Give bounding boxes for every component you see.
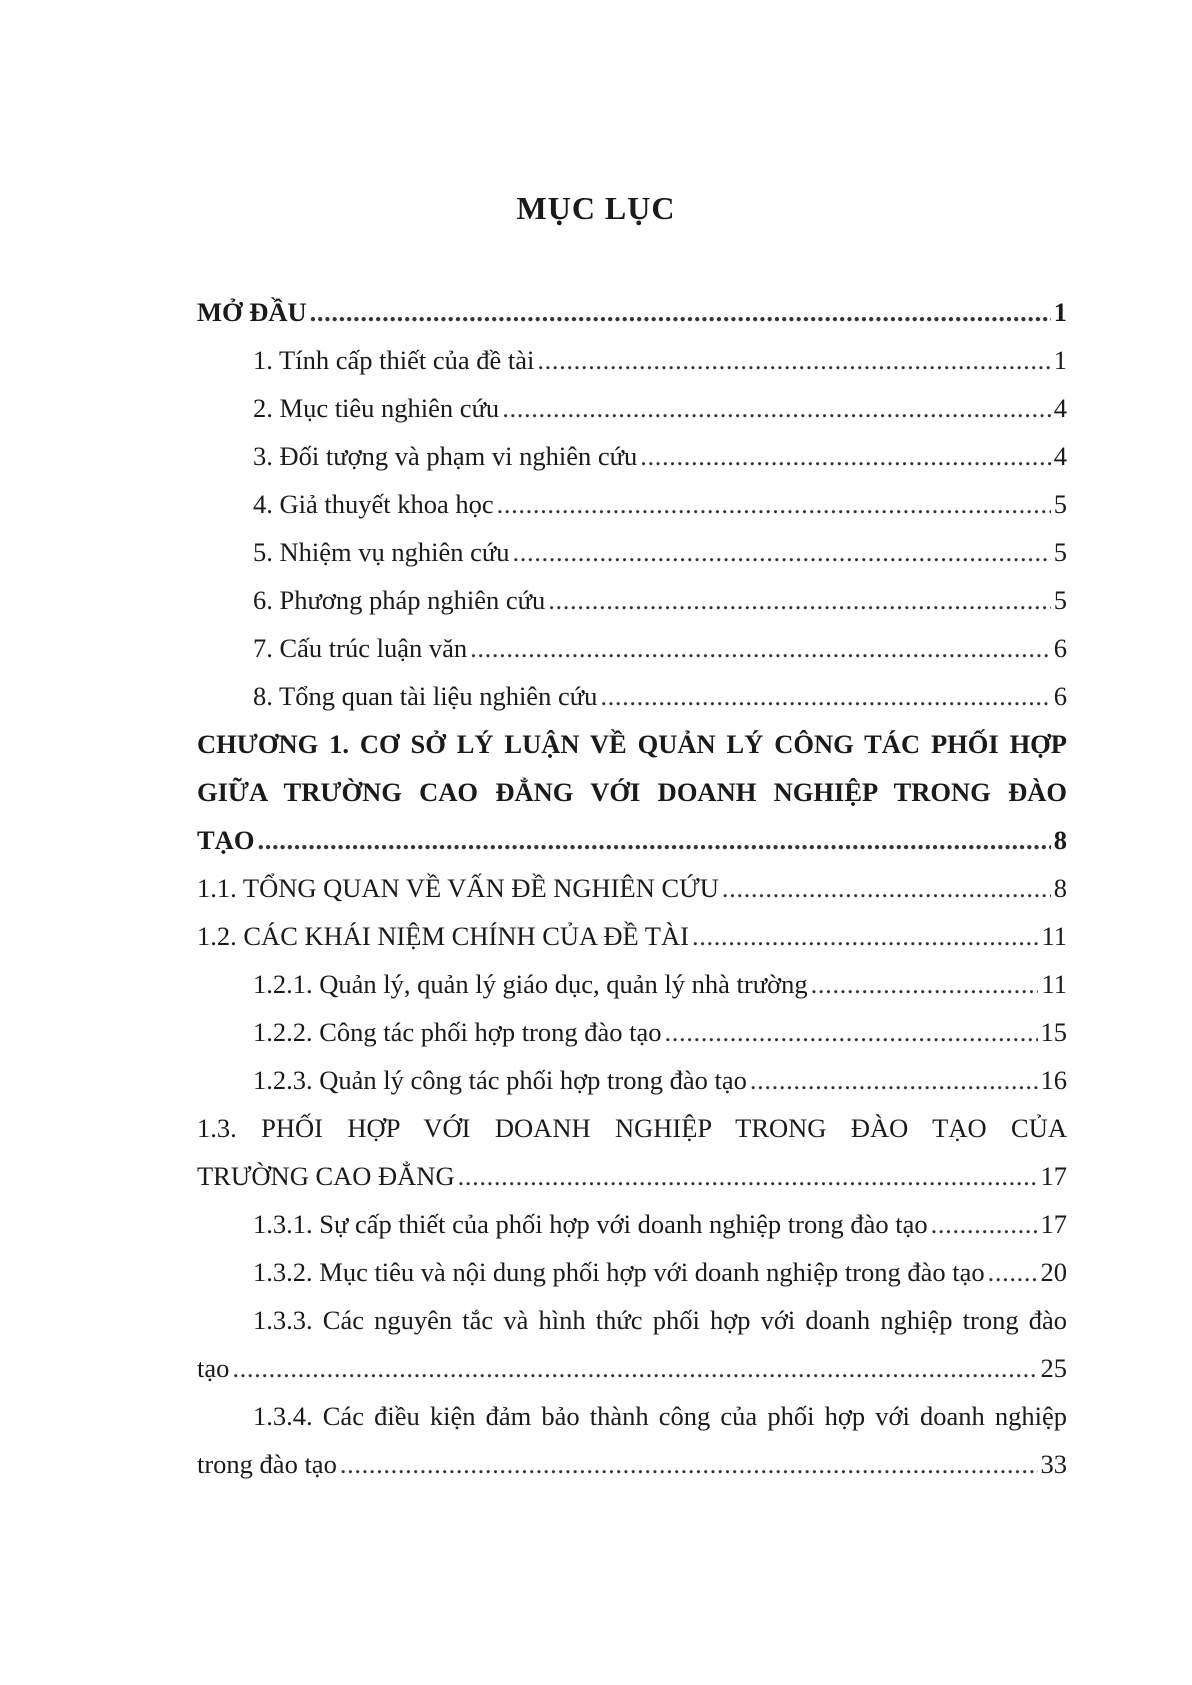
toc-entry-1-2[interactable] [197, 912, 1067, 960]
leader-dots [722, 864, 1051, 912]
entry-text: 1.2. CÁC KHÁI NIỆM CHÍNH CỦA ĐỀ TÀI [197, 921, 689, 951]
leader-dots [257, 816, 1050, 864]
entry-text: 2. Mục tiêu nghiên cứu [253, 393, 500, 423]
entry-text-line-1: 1.3.3. Các nguyên tắc và hình thức phối hợp với doanh nghiệp trong đào [253, 1305, 1067, 1335]
leader-dots [458, 1152, 1038, 1200]
entry-page: 1 [1053, 345, 1067, 375]
leader-dots [232, 1344, 1037, 1392]
toc-entry-7[interactable] [197, 624, 1067, 672]
entry-page: 16 [1040, 1065, 1067, 1095]
entry-text: 3. Đối tượng và phạm vi nghiên cứu [253, 441, 638, 471]
toc-title: MỤC LỤC [516, 190, 676, 226]
leader-dots [988, 1248, 1038, 1296]
entry-page: 5 [1053, 489, 1067, 519]
leader-dots [811, 960, 1039, 1008]
entry-text-line-2: tạo [197, 1353, 230, 1383]
leader-dots [340, 1440, 1038, 1488]
entry-text: 1.2.3. Quản lý công tác phối hợp trong đào tạo [253, 1065, 747, 1095]
entry-text-line-2: TRƯỜNG CAO ĐẲNG [197, 1161, 455, 1191]
leader-dots [548, 576, 1050, 624]
entry-text: 6. Phương pháp nghiên cứu [253, 585, 546, 615]
entry-page: 17 [1040, 1161, 1067, 1191]
toc-entry-1-1[interactable] [197, 864, 1067, 912]
entry-text: 1.3.2. Mục tiêu và nội dung phối hợp với doanh nghiệp trong đào tạo [253, 1257, 985, 1287]
entry-text: 8. Tổng quan tài liệu nghiên cứu [253, 681, 598, 711]
entry-text-line-1: CHƯƠNG 1. CƠ SỞ LÝ LUẬN VỀ QUẢN LÝ CÔNG TÁC PHỐI HỢP [197, 729, 1067, 759]
entry-text: 7. Cấu trúc luận văn [253, 633, 468, 663]
toc-entry-1-3-3[interactable] [197, 1296, 1067, 1392]
entry-text: 4. Giả thuyết khoa học [253, 489, 494, 519]
leader-dots [497, 480, 1051, 528]
entry-page: 11 [1041, 969, 1067, 999]
toc-entry-1-2-1[interactable] [197, 960, 1067, 1008]
entry-page: 15 [1040, 1017, 1067, 1047]
leader-dots [502, 384, 1051, 432]
toc-entry-8[interactable] [197, 672, 1067, 720]
entry-text-line-1: 1.3.4. Các điều kiện đảm bảo thành công của phối hợp với doanh nghiệp [253, 1401, 1067, 1431]
leader-dots [537, 336, 1050, 384]
toc-entry-1-2-2[interactable] [197, 1008, 1067, 1056]
toc-entry-3[interactable] [197, 432, 1067, 480]
leader-dots [750, 1056, 1038, 1104]
toc-entry-4[interactable] [197, 480, 1067, 528]
table-of-contents [197, 288, 1067, 1488]
entry-text: 1.2.1. Quản lý, quản lý giáo dục, quản lý nhà trường [253, 969, 808, 999]
leader-dots [931, 1200, 1038, 1248]
leader-dots [310, 288, 1051, 336]
toc-entry-2[interactable] [197, 384, 1067, 432]
toc-entry-chapter-1[interactable] [197, 720, 1067, 864]
entry-text: 1.3.1. Sự cấp thiết của phối hợp với doanh nghiệp trong đào tạo [253, 1209, 928, 1239]
entry-page: 5 [1053, 585, 1067, 615]
toc-entry-6[interactable] [197, 576, 1067, 624]
leader-dots [470, 624, 1051, 672]
leader-dots [513, 528, 1051, 576]
entry-page: 33 [1040, 1449, 1067, 1479]
entry-text-line-2: trong đào tạo [197, 1449, 337, 1479]
toc-entry-1-2-3[interactable] [197, 1056, 1067, 1104]
entry-text: MỞ ĐẦU [197, 297, 307, 327]
toc-entry-1-3[interactable] [197, 1104, 1067, 1200]
entry-page: 11 [1041, 921, 1067, 951]
entry-text-line-2: GIỮA TRƯỜNG CAO ĐẲNG VỚI DOANH NGHIỆP TRONG ĐÀO [197, 777, 1067, 807]
entry-page: 4 [1053, 441, 1067, 471]
entry-page: 1 [1053, 297, 1067, 327]
toc-entry-mo-dau[interactable] [197, 288, 1067, 336]
entry-page: 6 [1053, 633, 1067, 663]
entry-page: 6 [1053, 681, 1067, 711]
entry-page: 8 [1053, 873, 1067, 903]
entry-page: 20 [1040, 1257, 1067, 1287]
toc-entry-1-3-2[interactable] [197, 1248, 1067, 1296]
entry-text: 1. Tính cấp thiết của đề tài [253, 345, 535, 375]
entry-text: 1.2.2. Công tác phối hợp trong đào tạo [253, 1017, 662, 1047]
entry-page: 25 [1040, 1353, 1067, 1383]
entry-text-line-3: TẠO [197, 825, 255, 855]
toc-entry-1-3-4[interactable] [197, 1392, 1067, 1488]
entry-page: 4 [1053, 393, 1067, 423]
leader-dots [640, 432, 1051, 480]
toc-entry-1[interactable] [197, 336, 1067, 384]
leader-dots [692, 912, 1039, 960]
entry-page: 17 [1040, 1209, 1067, 1239]
entry-text: 1.1. TỔNG QUAN VỀ VẤN ĐỀ NGHIÊN CỨU [197, 873, 719, 903]
leader-dots [665, 1008, 1038, 1056]
entry-page: 8 [1053, 825, 1067, 855]
toc-entry-1-3-1[interactable] [197, 1200, 1067, 1248]
leader-dots [600, 672, 1050, 720]
toc-entry-5[interactable] [197, 528, 1067, 576]
entry-text-line-1: 1.3. PHỐI HỢP VỚI DOANH NGHIỆP TRONG ĐÀO TẠO CỦA [197, 1113, 1067, 1143]
entry-page: 5 [1053, 537, 1067, 567]
entry-text: 5. Nhiệm vụ nghiên cứu [253, 537, 510, 567]
